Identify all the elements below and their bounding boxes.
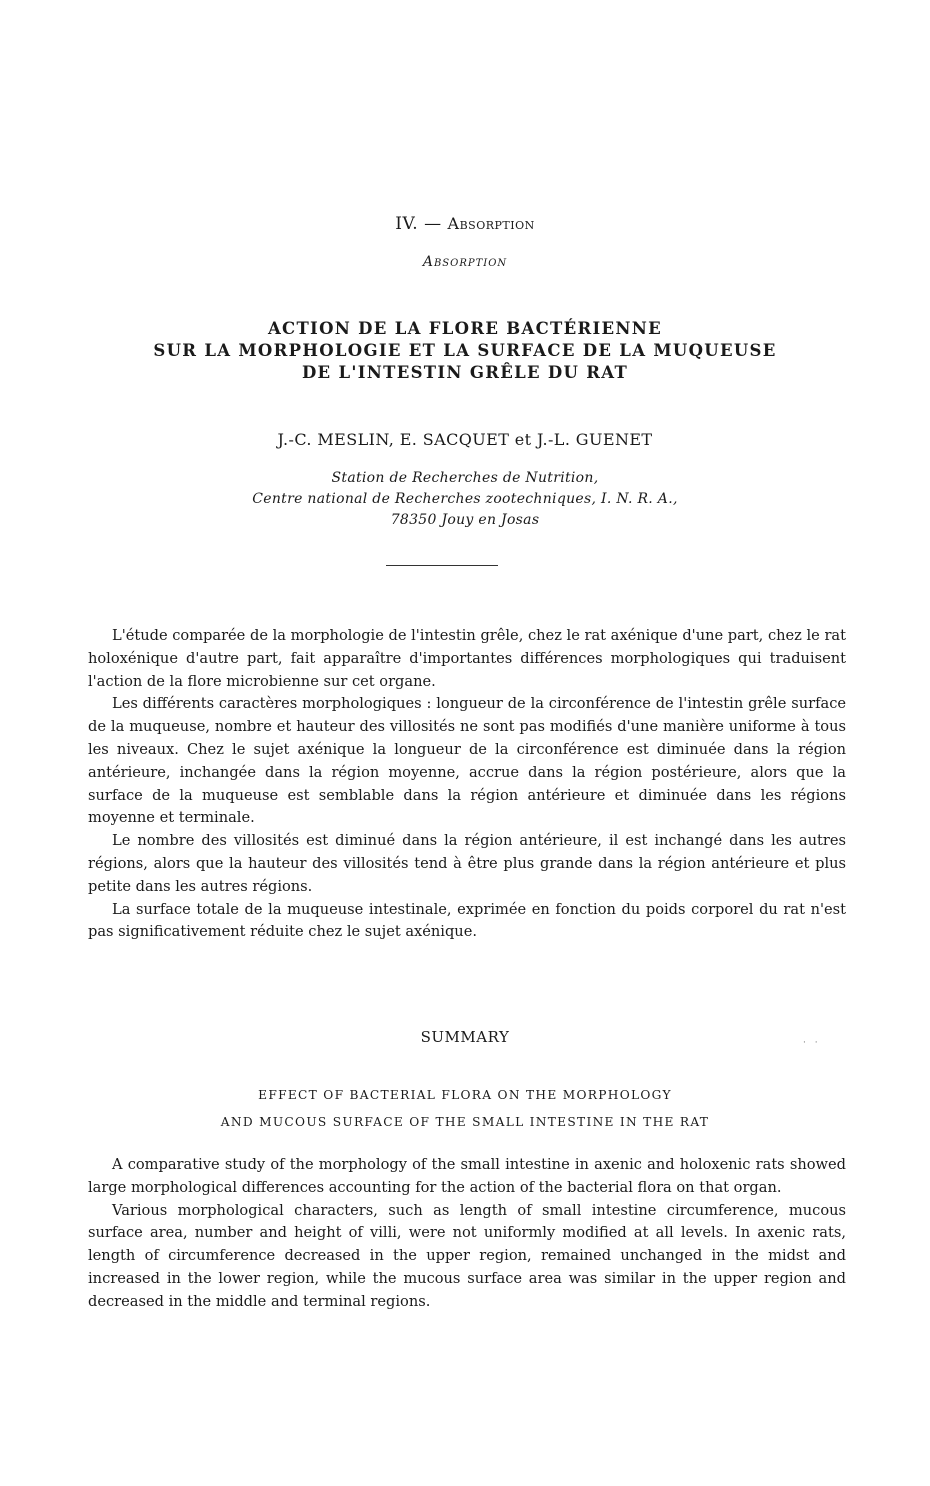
authors: J.-C. MESLIN, E. SACQUET et J.-L. GUENET bbox=[277, 430, 653, 449]
abstract-fr-paragraph: Les différents caractères morphologiques : longueur de la circonférence de l'intestin grêle surface de la muqueuse, nombre et hauteur des villosités ne sont pas modifiés d'une manière uniforme à tous les niveaux. Chez le sujet axénique la longueur de la circonférence est diminuée dans la région antérieure, inchangée dans la région moyenne, accrue dans la région postérieure, alors que la surface de la muqueuse est semblable dans la région antérieure et diminuée dans les régions moyenne et terminale. bbox=[88, 695, 846, 827]
scan-speck: · · bbox=[803, 1038, 821, 1048]
article-title bbox=[0, 318, 930, 384]
abstract-en-paragraph: Various morphological characters, such as length of small intestine circumference, mucous surface area, number and height of villi, were not uniformly modified at all levels. In axenic rats, length of circumference decreased in the upper region, remained unchanged in the midst and increased in the lower region, while the mucous surface area was similar in the upper region and decreased in the middle and terminal regions. bbox=[88, 1201, 846, 1310]
english-title-line-2: AND MUCOUS SURFACE OF THE SMALL INTESTINE IN THE RAT bbox=[220, 1115, 710, 1129]
title-line-2: SUR LA MORPHOLOGIE ET LA SURFACE DE LA MUQUEUSE bbox=[153, 341, 777, 360]
english-title bbox=[0, 1082, 930, 1136]
summary-heading: SUMMARY bbox=[420, 1028, 510, 1046]
separator-rule bbox=[386, 565, 498, 566]
affiliation-line-2: Centre national de Recherches zootechniques, I. N. R. A., bbox=[252, 491, 678, 507]
abstract-en-paragraph: A comparative study of the morphology of the small intestine in axenic and holoxenic rats showed large morphological differences accounting for the action of the bacterial flora on that organ. bbox=[88, 1156, 846, 1196]
abstract-fr-paragraph: La surface totale de la muqueuse intestinale, exprimée en fonction du poids corporel du rat n'est pas significativement réduite chez le sujet axénique. bbox=[88, 900, 846, 941]
affiliation-line-1: Station de Recherches de Nutrition, bbox=[331, 470, 599, 486]
affiliation-line-3: 78350 Jouy en Josas bbox=[390, 512, 540, 528]
title-line-1: ACTION DE LA FLORE BACTÉRIENNE bbox=[267, 319, 663, 338]
section-name: Absorption bbox=[447, 214, 535, 233]
title-line-3: DE L'INTESTIN GRÊLE DU RAT bbox=[301, 363, 629, 382]
affiliation bbox=[0, 468, 930, 531]
section-numeral: IV. — bbox=[395, 214, 442, 234]
section-heading bbox=[0, 214, 930, 234]
abstract-en bbox=[88, 1154, 846, 1314]
english-title-line-1: EFFECT OF BACTERIAL FLORA ON THE MORPHOLOGY bbox=[258, 1088, 672, 1102]
abstract-fr bbox=[88, 625, 846, 944]
abstract-fr-paragraph: L'étude comparée de la morphologie de l'intestin grêle, chez le rat axénique d'une part, chez le rat holoxénique d'autre part, fait apparaître d'importantes différences morphologiques qui traduisent l'action de la flore microbienne sur cet organe. bbox=[88, 627, 846, 690]
section-subheading: Absorption bbox=[422, 254, 508, 270]
abstract-fr-paragraph: Le nombre des villosités est diminué dans la région antérieure, il est inchangé dans les autres régions, alors que la hauteur des villosités tend à être plus grande dans la région antérieure et plus petite dans les autres régions. bbox=[88, 832, 846, 895]
